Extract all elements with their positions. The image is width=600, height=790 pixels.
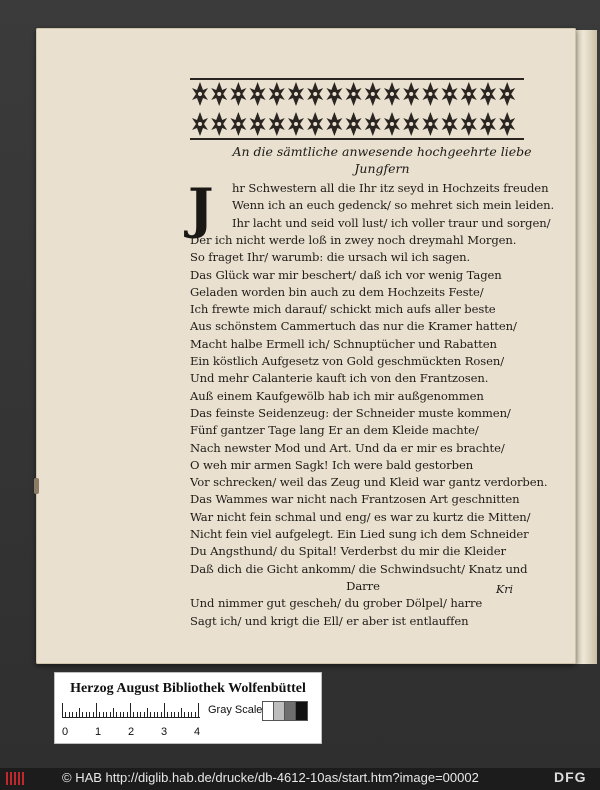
ruler-number: 4 (194, 726, 201, 738)
ornament-dot (505, 92, 509, 96)
page-mark (34, 478, 39, 494)
verse-line: Vor schrecken/ weil das Zeug und Kleid war gantz verdorben. (190, 475, 548, 490)
ornament-dot (371, 92, 375, 96)
ornament-dot (217, 92, 221, 96)
ruler-tick (171, 712, 172, 717)
verse-line: Das feinste Seidenzeug: der Schneider muste kommen/ (190, 405, 511, 420)
ruler-tick (174, 712, 175, 717)
ornament-dot (313, 122, 317, 126)
gray-scale-label: Gray Scale (208, 704, 263, 716)
verse-line: Aus schönstem Cammertuch das nur die Kramer hatten/ (190, 319, 517, 334)
catchword: Kri (496, 583, 513, 596)
ruler-tick (178, 712, 179, 717)
ruler-tick (69, 712, 70, 717)
ruler-tick (144, 712, 145, 717)
ruler-tick (133, 712, 134, 717)
ornament-dot (409, 92, 413, 96)
ornament-dot (313, 92, 317, 96)
verse-line: Ein köstlich Aufgesetz von Gold geschmückten Rosen/ (190, 354, 505, 368)
verse-line: Geladen worden bin auch zu dem Hochzeits Feste/ (190, 284, 484, 299)
verse-line: Wenn ich an euch gedenck/ so mehret sich mein leiden. (232, 198, 555, 213)
ornament-dot (294, 122, 298, 126)
ornament-dot (448, 92, 452, 96)
verse-line: Nicht fein viel aufgelegt. Ein Lied sung ich dem Schneider (190, 527, 529, 541)
ruler-tick (150, 712, 151, 717)
ornament-dot (505, 122, 509, 126)
ornament-dot (332, 92, 336, 96)
ruler-tick (188, 712, 189, 717)
ruler-tick (161, 712, 162, 717)
verse-line: War nicht fein schmal und eng/ es war zu kurtz die Mitten/ (190, 509, 531, 524)
ruler-tick (123, 712, 124, 717)
ruler-tick (110, 712, 111, 717)
printer-ornament-band (190, 78, 524, 140)
verse-line: So fraget Ihr/ warumb: die ursach wil ich sagen. (190, 250, 471, 265)
ornament-dot (217, 122, 221, 126)
ruler-tick (120, 712, 121, 717)
ornament-dot (275, 92, 279, 96)
ornament-dot (198, 122, 202, 126)
ornament-dot (390, 122, 394, 126)
gray-swatch (295, 701, 308, 721)
verse-line: Du Angsthund/ du Spital! Verderbst du mir die Kleider (190, 544, 506, 559)
ruler-tick (167, 712, 168, 717)
verse-line: Fünf gantzer Tage lang Er an dem Kleide machte/ (190, 423, 479, 438)
ornament-dot (256, 92, 260, 96)
ruler-tick (154, 712, 155, 717)
ruler-tick (181, 708, 182, 717)
ornament-dot (352, 122, 356, 126)
ornament-dot (352, 92, 356, 96)
ornament-dot (294, 92, 298, 96)
ruler-tick (140, 712, 141, 717)
library-name: Herzog August Bibliothek Wolfenbüttel (70, 681, 306, 696)
verse-line: hr Schwestern all die Ihr itz seyd in Hochzeits freuden (232, 181, 549, 195)
ornament-dot (371, 122, 375, 126)
page-edge (574, 30, 597, 664)
ruler-tick (99, 712, 100, 717)
ruler-tick (65, 712, 66, 717)
verse-line: Und mehr Calanterie kauft ich von den Frantzosen. (190, 371, 489, 386)
ruler-tick (79, 708, 80, 717)
ruler-tick (103, 712, 104, 717)
ornament-dot (332, 122, 336, 126)
verse-line: Und nimmer gut gescheh/ du grober Dölpel/ harre (190, 596, 483, 611)
verse-line: Macht halbe Ermell ich/ Schnuptücher und Rabatten (190, 336, 497, 351)
ornament-dot (198, 92, 202, 96)
ornament-dot (467, 92, 471, 96)
ruler-tick (130, 703, 131, 717)
verse-line: Daß dich die Gicht ankomm/ die Schwindsucht/ Knatz und (190, 561, 528, 576)
ruler-tick (184, 712, 185, 717)
ruler-number: 3 (161, 726, 168, 738)
page-heading: An die sämtliche anwesende hochgeehrte liebe Jungfern (232, 144, 532, 176)
drop-cap: J (188, 176, 214, 240)
ruler-tick (106, 712, 107, 717)
ruler-tick (191, 712, 192, 717)
ruler-tick (82, 712, 83, 717)
ruler-tick (93, 712, 94, 717)
ornament-dot (390, 92, 394, 96)
ruler-tick (198, 703, 199, 717)
verse-line: Auß einem Kaufgewölb hab ich mir außgenommen (190, 388, 484, 403)
ruler-tick (137, 712, 138, 717)
verse-line: Nach newster Mod und Art. Und da er mir es brachte/ (190, 440, 505, 455)
verse-line: Das Wammes war nicht nach Frantzosen Art geschnitten (190, 492, 520, 507)
ruler-tick (195, 712, 196, 717)
ornament-dot (428, 92, 432, 96)
ornament-dot (409, 122, 413, 126)
ruler-tick (116, 712, 117, 717)
verse-line: O weh mir armen Sagk! Ich were bald gestorben (190, 457, 474, 472)
verse-line: Darre (346, 578, 380, 593)
ruler-tick (147, 708, 148, 717)
verse-line: Sagt ich/ und krigt die Ell/ er aber ist entlauffen (190, 613, 469, 628)
ruler-tick (72, 712, 73, 717)
ruler-number: 1 (95, 726, 102, 738)
ruler-tick (86, 712, 87, 717)
ornament-dot (428, 122, 432, 126)
ruler-number: 0 (62, 726, 69, 738)
ornament-dot (448, 122, 452, 126)
ornament-dot (256, 122, 260, 126)
ruler-tick (127, 712, 128, 717)
ruler-tick (164, 703, 165, 717)
ruler-tick (113, 708, 114, 717)
ornament-dot (486, 92, 490, 96)
ornament-dot (236, 92, 240, 96)
verse-line: Ich frewte mich darauf/ schickt mich aufs aller beste (190, 302, 496, 317)
ruler-tick (157, 712, 158, 717)
dfg-logo: DFG (554, 769, 587, 785)
library-logo-icon (6, 772, 26, 785)
ornament-dot (236, 122, 240, 126)
ornament-dot (467, 122, 471, 126)
ruler-tick (76, 712, 77, 717)
ruler-tick (89, 712, 90, 717)
scale-ruler (62, 703, 200, 718)
verse-line: Ihr lacht und seid voll lust/ ich voller traur und sorgen/ (232, 215, 551, 230)
ruler-tick (96, 703, 97, 717)
ruler-tick (62, 703, 63, 717)
ornament-dot (275, 122, 279, 126)
ruler-number: 2 (128, 726, 135, 738)
verse-line: Das Glück war mir beschert/ daß ich vor wenig Tagen (190, 267, 502, 282)
ornament-dot (486, 122, 490, 126)
verse-line: Der ich nicht werde loß in zwey noch dreymahl Morgen. (190, 232, 517, 247)
source-url[interactable]: © HAB http://diglib.hab.de/drucke/db-4612-10as/start.htm?image=00002 (62, 770, 479, 785)
